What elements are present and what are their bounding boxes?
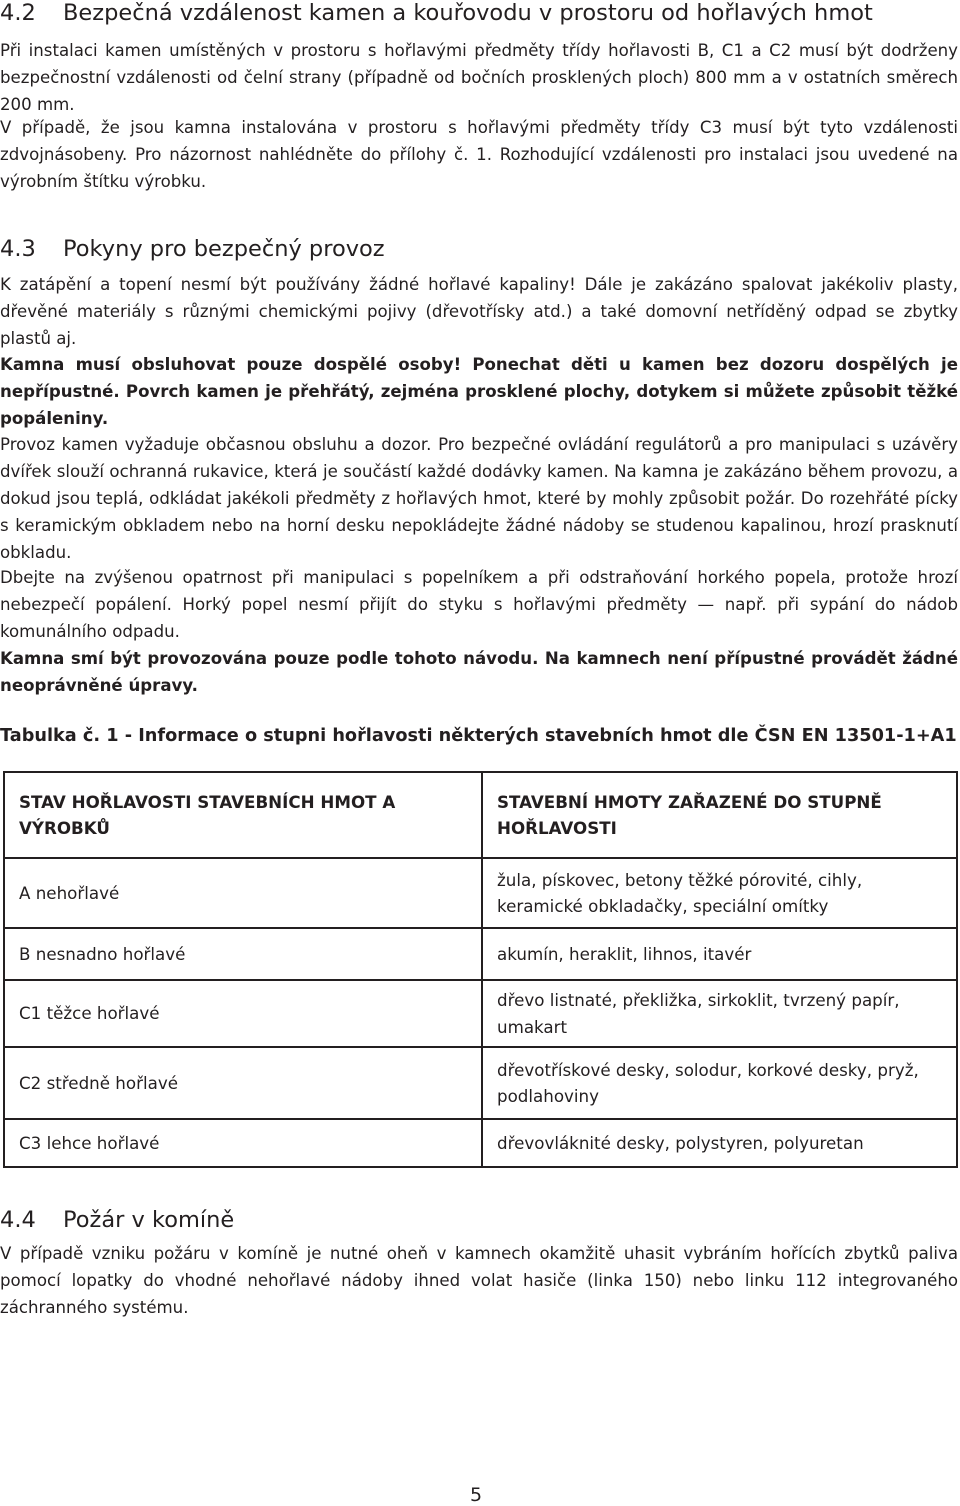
table-header-cell: STAV HOŘLAVOSTI STAVEBNÍCH HMOT A VÝROBKŮ bbox=[4, 772, 482, 858]
table-row bbox=[4, 1047, 957, 1119]
table-cell: C1 těžce hořlavé bbox=[4, 980, 482, 1047]
table-header-cell: STAVEBNÍ HMOTY ZAŘAZENÉ DO STUPNĚ HOŘLAVOSTI bbox=[482, 772, 957, 858]
warning-paragraph: Kamna musí obsluhovat pouze dospělé osoby! Ponechat děti u kamen bez dozoru dospělých je nepřípustné. Povrch kamen je přehřátý, zejména prosklené plochy, dotykem si můžete způsobit těžké popáleniny. bbox=[0, 355, 958, 428]
paragraph: Při instalaci kamen umístěných v prostoru s hořlavými předměty třídy hořlavosti B, C1 a C2 musí být dodrženy bezpečnostní vzdálenosti od čelní strany (případně od bočních prosklených ploch) 800 mm a v ostatních směrech 200 mm. bbox=[0, 41, 958, 114]
warning-paragraph: Kamna smí být provozována pouze podle tohoto návodu. Na kamnech není přípustné provádět žádné neoprávněné úpravy. bbox=[0, 649, 958, 695]
table-row bbox=[4, 1119, 957, 1167]
section-title: Pokyny pro bezpečný provoz bbox=[63, 236, 385, 262]
table-row bbox=[4, 858, 957, 928]
section-number: 4.4 bbox=[0, 1207, 36, 1233]
table-cell: dřevo listnaté, překližka, sirkoklit, tvrzený papír, umakart bbox=[482, 980, 957, 1047]
flammability-table bbox=[3, 771, 958, 1168]
table-cell: C2 středně hořlavé bbox=[4, 1047, 482, 1119]
table-cell: B nesnadno hořlavé bbox=[4, 928, 482, 980]
section-title: Bezpečná vzdálenost kamen a kouřovodu v prostoru od hořlavých hmot bbox=[63, 0, 873, 26]
section-4-3-heading bbox=[0, 236, 385, 262]
table-row bbox=[4, 928, 957, 980]
paragraph: K zatápění a topení nesmí být používány žádné hořlavé kapaliny! Dále je zakázáno spalovat jakékoliv plasty, dřevěné materiály s různými chemickými pojivy (dřevotřísky atd.) a také domovní netříděný odpad se zbytky plastů aj. bbox=[0, 275, 958, 348]
section-number: 4.3 bbox=[0, 236, 36, 262]
table-cell: C3 lehce hořlavé bbox=[4, 1119, 482, 1167]
table-cell: dřevovláknité desky, polystyren, polyuretan bbox=[482, 1119, 957, 1167]
paragraph: Provoz kamen vyžaduje občasnou obsluhu a dozor. Pro bezpečné ovládání regulátorů a pro manipulaci s uzávěry dvířek slouží ochranná rukavice, která je součástí každé dodávky kamen. Na kamna je zakázáno během provozu, a dokud jsou teplá, odkládat jakékoli předměty z hořlavých hmot, které by mohly způsobit požár. Do rozehřáté pícky s keramickým obkladem nebo na horní desku nepokládejte žádné nádoby se studenou kapalinou, hrozí prasknutí obkladu. bbox=[0, 435, 958, 562]
table-cell: dřevotřískové desky, solodur, korkové desky, pryž, podlahoviny bbox=[482, 1047, 957, 1119]
table-caption: Tabulka č. 1 - Informace o stupni hořlavosti některých stavebních hmot dle ČSN EN 13501-1+A1 bbox=[0, 726, 957, 746]
paragraph: V případě vzniku požáru v komíně je nutné oheň v kamnech okamžitě uhasit vybráním hořících zbytků paliva pomocí lopatky do vhodné nehořlavé nádoby ihned volat hasiče (linka 150) nebo linku 112 integrovaného záchranného systému. bbox=[0, 1244, 958, 1317]
table-cell: akumín, heraklit, lihnos, itavér bbox=[482, 928, 957, 980]
table-cell: A nehořlavé bbox=[4, 858, 482, 928]
page-number: 5 bbox=[470, 1484, 483, 1506]
section-4-4-heading bbox=[0, 1207, 234, 1233]
paragraph: V případě, že jsou kamna instalována v prostoru s hořlavými předměty třídy C3 musí být tyto vzdálenosti zdvojnásobeny. Pro názornost nahlédněte do přílohy č. 1. Rozhodující vzdálenosti pro instalaci jsou uvedené na výrobním štítku výrobku. bbox=[0, 118, 958, 191]
table-row bbox=[4, 980, 957, 1047]
section-title: Požár v komíně bbox=[63, 1207, 235, 1233]
paragraph: Dbejte na zvýšenou opatrnost při manipulaci s popelníkem a při odstraňování horkého popela, protože hrozí nebezpečí popálení. Horký popel nesmí přijít do styku s hořlavými předměty — např. při sypání do nádob komunálního odpadu. bbox=[0, 568, 958, 641]
table-cell: žula, pískovec, betony těžké pórovité, cihly, keramické obkladačky, speciální omítky bbox=[482, 858, 957, 928]
table-header-row bbox=[4, 772, 957, 858]
section-4-2-heading bbox=[0, 0, 873, 26]
section-number: 4.2 bbox=[0, 0, 36, 26]
